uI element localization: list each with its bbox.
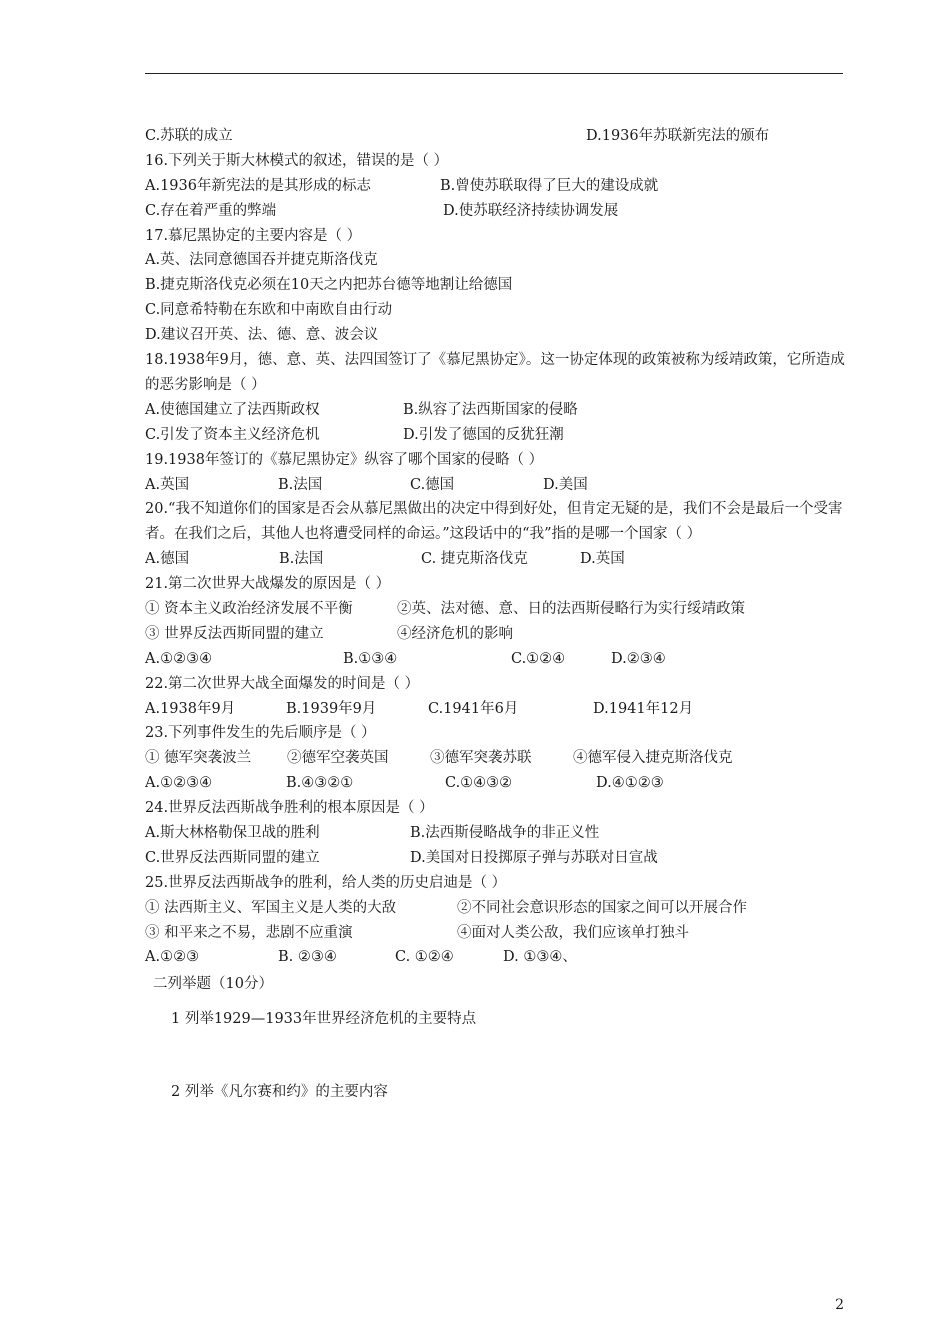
header-rule [145, 73, 843, 74]
question-25-statements-12 [145, 896, 845, 921]
page-number: 2 [835, 1297, 844, 1313]
question-17-option-b: B.捷克斯洛伐克必须在10天之内把苏台德等地割让给德国 [145, 277, 513, 294]
statement-1: ① 德军突袭波兰 [145, 750, 252, 767]
question-18-stem: 18.1938年9月，德、意、英、法四国签订了《慕尼黑协定》。这一协定体现的政策被称为绥靖政策，它所造成的恶劣影响是（ ） [145, 352, 845, 393]
list-question-2: 2 列举《凡尔赛和约》的主要内容 [171, 1084, 388, 1101]
question-17-stem: 17.慕尼黑协定的主要内容是（ ） [145, 227, 362, 244]
answer-space-1 [145, 1032, 845, 1070]
question-16-stem: 16.下列关于斯大林模式的叙述，错误的是（ ） [145, 152, 449, 169]
option-b: B.纵容了法西斯国家的侵略 [403, 401, 578, 418]
option-d: D.英国 [580, 551, 625, 568]
option-b: B.④③②① [286, 775, 354, 792]
option-c: C.苏联的成立 [145, 128, 233, 144]
question-22-options [145, 697, 845, 722]
option-a: A.①②③④ [145, 650, 213, 667]
option-a: A.1938年9月 [145, 700, 236, 717]
option-a: A.①②③ [145, 949, 200, 966]
question-25-stem: 25.世界反法西斯战争的胜利，给人类的历史启迪是（ ） [145, 874, 507, 891]
question-21-statements-12 [145, 597, 845, 622]
option-b: B.法西斯侵略战争的非正义性 [410, 825, 600, 841]
question-17-option-d: D.建议召开英、法、德、意、波会议 [145, 327, 379, 344]
statement-2: ②不同社会意识形态的国家之间可以开展合作 [457, 899, 747, 916]
option-a: A.1936年新宪法的是其形成的标志 [145, 177, 371, 194]
option-d: D.1936年苏联新宪法的颁布 [586, 128, 770, 144]
statement-3: ③ 和平来之不易，悲剧不应重演 [145, 924, 353, 941]
question-17-option-c: C.同意希特勒在东欧和中南欧自由行动 [145, 302, 393, 319]
statement-2: ②德军空袭英国 [287, 750, 389, 767]
question-23-statements [145, 746, 845, 771]
option-a: A.①②③④ [145, 775, 213, 792]
option-c: C.①②④ [511, 650, 566, 667]
question-22-stem: 22.第二次世界大战全面爆发的时间是（ ） [145, 675, 420, 692]
question-15-options-cd [145, 124, 845, 149]
option-d: D.1941年12月 [593, 700, 694, 717]
statement-3: ③德军突袭苏联 [430, 750, 532, 767]
exam-content [145, 124, 845, 1105]
option-d: D.美国对日投掷原子弹与苏联对日宣战 [410, 849, 658, 866]
question-19-options [145, 473, 845, 498]
option-d: D.②③④ [611, 650, 666, 667]
option-b: B.法国 [279, 551, 324, 568]
option-d: D.引发了德国的反犹狂潮 [403, 426, 564, 443]
question-21-statements-34 [145, 622, 845, 647]
option-b: B.1939年9月 [286, 700, 377, 717]
question-16-options-cd [145, 199, 845, 224]
question-21-stem: 21.第二次世界大战爆发的原因是（ ） [145, 576, 391, 593]
question-24-options-ab [145, 821, 845, 846]
option-a: A.斯大林格勒保卫战的胜利 [145, 825, 320, 841]
question-19-stem: 19.1938年签订的《慕尼黑协定》纵容了哪个国家的侵略（ ） [145, 451, 544, 468]
question-25-statements-34 [145, 921, 845, 946]
statement-3: ③ 世界反法西斯同盟的建立 [145, 625, 324, 642]
question-23-stem: 23.下列事件发生的先后顺序是（ ） [145, 725, 376, 742]
option-a: A.英国 [145, 476, 190, 493]
option-c: C. ①②④ [395, 949, 454, 966]
statement-2: ②英、法对德、意、日的法西斯侵略行为实行绥靖政策 [397, 600, 745, 617]
question-20-stem: 20.“我不知道你们的国家是否会从慕尼黑做出的决定中得到好处，但肯定无疑的是，我们不会是最后一个受害者。在我们之后，其他人也将遭受同样的命运。”这段话中的“我”指的是哪一个国家（ ） [145, 501, 843, 543]
option-b: B. ②③④ [278, 949, 337, 966]
question-21-options [145, 647, 845, 672]
option-d: D. ①③④、 [503, 949, 577, 966]
option-c: C.引发了资本主义经济危机 [145, 426, 320, 443]
option-b: B.①③④ [343, 650, 398, 667]
list-question-1: 1 列举1929—1933年世界经济危机的主要特点 [171, 1011, 477, 1028]
statement-4: ④德军侵入捷克斯洛伐克 [573, 750, 733, 767]
question-23-options [145, 771, 845, 796]
option-d: D.使苏联经济持续协调发展 [443, 202, 619, 219]
option-c: C.1941年6月 [428, 700, 519, 717]
question-16-options-ab [145, 174, 845, 199]
option-a: A.德国 [145, 551, 190, 568]
question-25-options [145, 945, 845, 970]
question-20-options [145, 547, 845, 572]
question-17-option-a: A.英、法同意德国吞并捷克斯洛伐克 [145, 252, 378, 269]
question-18-options-cd [145, 423, 845, 448]
section-2-title: 二列举题（10分） [153, 976, 273, 993]
option-a: A.使德国建立了法西斯政权 [145, 401, 320, 418]
option-b: B.法国 [278, 476, 323, 493]
option-b: B.曾使苏联取得了巨大的建设成就 [440, 177, 659, 194]
option-c: C.世界反法西斯同盟的建立 [145, 849, 320, 866]
statement-1: ① 法西斯主义、军国主义是人类的大敌 [145, 899, 397, 916]
option-c: C.存在着严重的弊端 [145, 202, 277, 219]
question-24-stem: 24.世界反法西斯战争胜利的根本原因是（ ） [145, 800, 434, 817]
statement-4: ④面对人类公敌，我们应该单打独斗 [457, 924, 689, 941]
option-d: D.美国 [543, 476, 588, 493]
option-c: C.①④③② [445, 775, 513, 792]
option-c: C. 捷克斯洛伐克 [421, 551, 528, 568]
option-d: D.④①②③ [596, 775, 664, 792]
question-18-options-ab [145, 398, 845, 423]
option-c: C.德国 [410, 476, 455, 493]
question-24-options-cd [145, 846, 845, 871]
statement-1: ① 资本主义政治经济发展不平衡 [145, 600, 353, 617]
statement-4: ④经济危机的影响 [397, 625, 513, 642]
